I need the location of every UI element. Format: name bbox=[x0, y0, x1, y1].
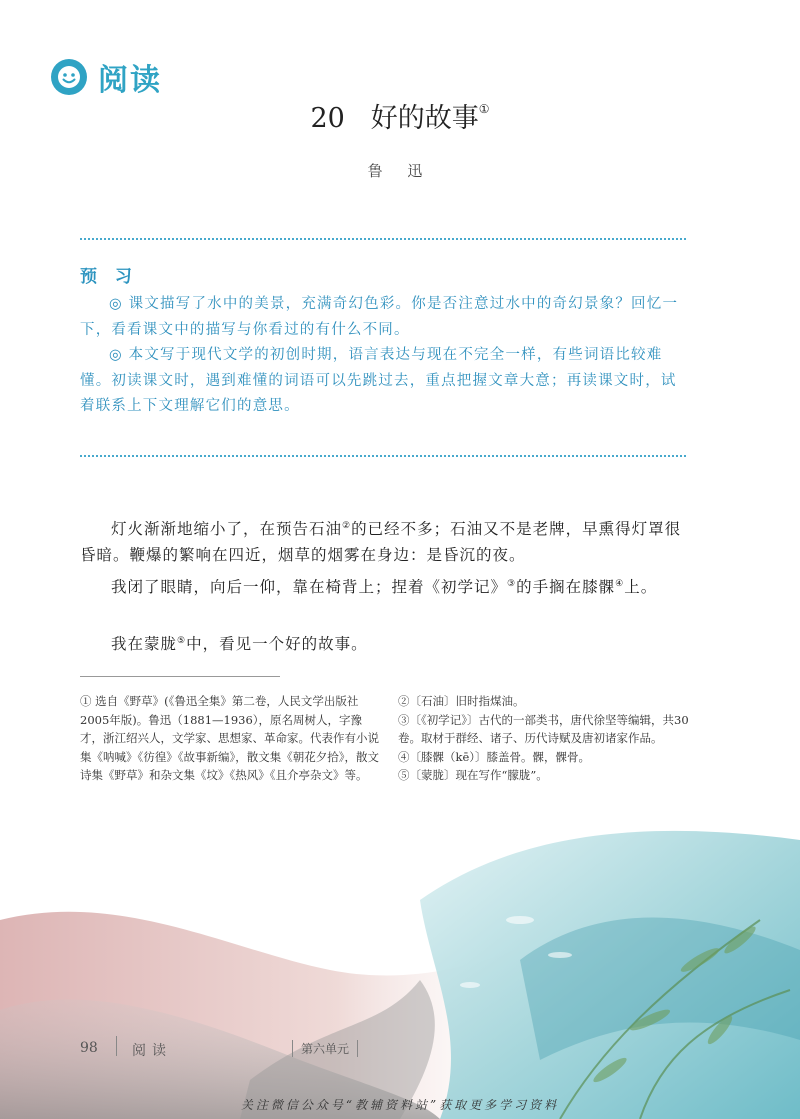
footnote-divider bbox=[80, 676, 280, 677]
body-text: 的手搁在膝髁 bbox=[516, 578, 616, 597]
footnote-1: ① 选自《野草》(《鲁迅全集》第二卷，人民文学出版社2005年版)。鲁迅（1881—1936），原名周树人，字豫才，浙江绍兴人，文学家、思想家、革命家。代表作有小说集《呐喊》《彷徨》《故事新编》，散文集《朝花夕拾》，散文诗集《野草》和杂文集《坟》《热风》《且介亭杂文》等。 bbox=[80, 694, 379, 782]
footnote-mark: ④ bbox=[615, 579, 625, 589]
footnote-2: ②〔石油〕旧时指煤油。 bbox=[398, 694, 525, 708]
body-paragraph-1 bbox=[80, 513, 690, 568]
body-text: 的已经不多；石油又不是老牌，早熏得灯罩很昏暗。鞭爆的繁响在四近，烟草的烟雾在身边：是昏沉的夜。 bbox=[80, 520, 682, 565]
section-badge bbox=[50, 55, 162, 99]
title-footnote-mark: ① bbox=[478, 102, 490, 116]
footer-section: 阅读 bbox=[132, 1043, 172, 1059]
lesson-number: 20 bbox=[310, 103, 345, 134]
body-text: 我闭了眼睛，向后一仰，靠在椅背上；捏着《初学记》 bbox=[111, 578, 508, 597]
preview-item-1: ◎ 课文描写了水中的美景，充满奇幻色彩。你是否注意过水中的奇幻景象？回忆一下，看看课文中的描写与你看过的有什么不同。 bbox=[80, 296, 679, 338]
body-paragraph-3 bbox=[80, 628, 690, 657]
preview-label: 预 习 bbox=[80, 267, 138, 287]
lesson-title bbox=[0, 96, 800, 135]
footnotes-right bbox=[398, 692, 708, 785]
lesson-title-text: 好的故事 bbox=[370, 103, 479, 134]
footnote-5: ⑤〔蒙胧〕现在写作“朦胧”。 bbox=[398, 768, 548, 782]
body-text: 中，看见一个好的故事。 bbox=[186, 635, 368, 654]
preview-item-2: ◎ 本文写于现代文学的初创时期，语言表达与现在不完全一样，有些词语比较难懂。初读课文时，遇到难懂的词语可以先跳过去，重点把握文章大意；再读课文时，试着联系上下文理解它们的意思。 bbox=[80, 347, 677, 414]
author: 鲁 迅 bbox=[367, 162, 433, 180]
footnote-3: ③〔《初学记》〕古代的一部类书，唐代徐坚等编辑，共30卷。取材于群经、诸子、历代诗赋及唐初诸家作品。 bbox=[398, 712, 689, 745]
decorative-painting bbox=[0, 780, 800, 1119]
preview-bottom-divider bbox=[80, 455, 686, 457]
unit-label: 第六单元 bbox=[292, 1040, 358, 1057]
body-text: 我在蒙胧 bbox=[111, 635, 178, 654]
body-paragraph-2 bbox=[80, 571, 690, 600]
watermark-text: 关注微信公众号“教辅资料站”获取更多学习资料 bbox=[240, 1098, 560, 1112]
page-number: 98 bbox=[80, 1040, 98, 1056]
footnote-mark: ② bbox=[342, 521, 352, 531]
smiley-icon bbox=[50, 58, 88, 96]
body-text: 灯火渐渐地缩小了，在预告石油 bbox=[111, 520, 343, 539]
section-title: 阅读 bbox=[98, 63, 162, 98]
preview-top-divider bbox=[80, 238, 686, 240]
body-text: 上。 bbox=[624, 578, 658, 597]
footnote-4: ④〔膝髁（kē）〕膝盖骨。髁，髁骨。 bbox=[398, 749, 591, 764]
footnote-mark: ⑤ bbox=[177, 636, 187, 646]
footnote-mark: ③ bbox=[507, 579, 517, 589]
footer-separator bbox=[116, 1036, 117, 1056]
